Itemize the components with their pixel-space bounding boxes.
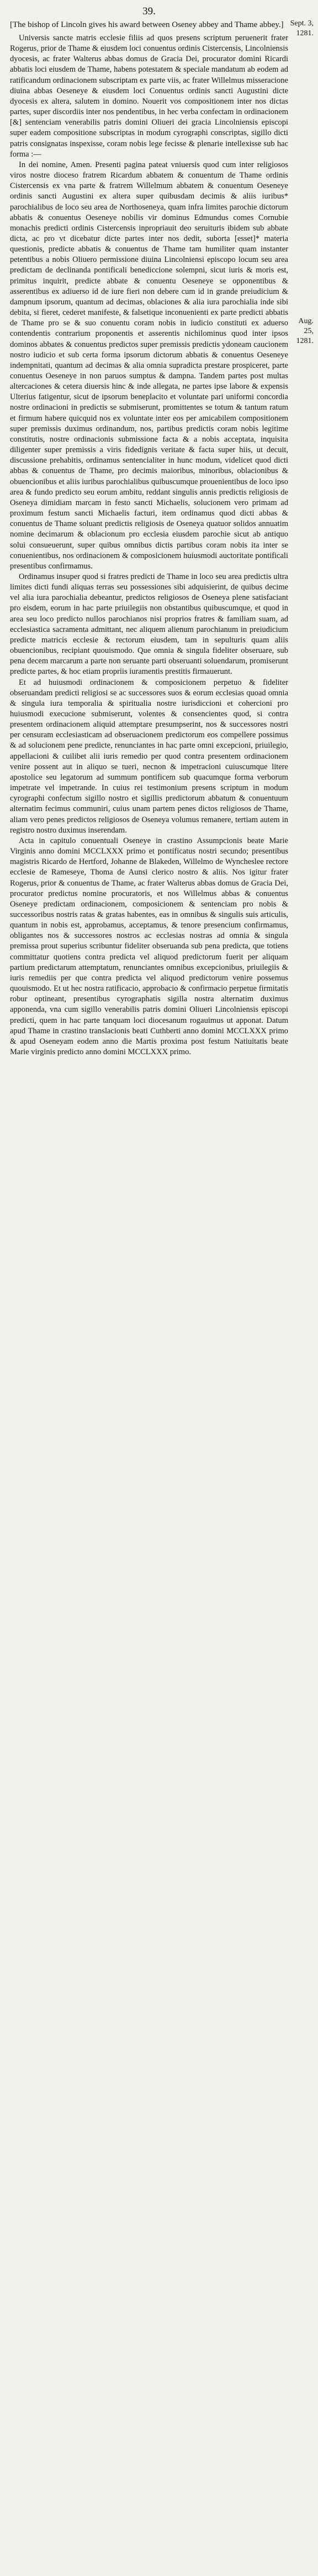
margin-date: Sept. 3, 1281. (290, 19, 314, 37)
paragraph: Et ad huiusmodi ordinacionem & composicionem perpetuo & fideliter obseruandam predicti religiosi se ac successores suos & eorum ecclesias quoad omnia & singula iura temporalia & spiritualia nostre iurisdiccioni et cohercioni pro huiusmodi execucione submiserunt, volentes & consencientes quod, si contra presentem ordinacionem aliquid attemptare presumpserint, nos & successores nostri per censuram ecclesiasticam ad obseruacionem predictorum eos compellere possimus & ad solucionem pene predicte, renunciantes in hac parte omni excepcioni, priuilegio, appellacioni & cuilibet alii iuris remedio per quod contra presentem ordinacionem venire possent aut in aliquo se tueri, necnon & impetracioni cuiuscumque litere apostolice seu legatorum ad summum pontificem sub quacumque forma verborum impetrate vel impetrande. In cuius rei testimonium presens scriptum in modum cyrographi confectum sigillo nostro et sigillis predictorum abbatum & conuentuum alternatim fecimus communiri, cuius unam partem penes dictos religiosos de Thame, aliam vero penes predictos religiosos de Oseneya volumus remanere, tertiam autem in registro nostro duximus inserendam. (10, 678, 288, 835)
paragraph: Universis sancte matris ecclesie filiis ad quos presens scriptum peruenerit frater Rogerus, prior de Thame & eiusdem loci conuentus ordinis Cistercensis, Lincolniensis dyocesis, ac frater Walterus abbas domus de Gracia Dei, procurator domini Ricardi abbatis loci eiusdem de Thame, habens potestatem & speciale mandatum ab eodem ad ratificandum ordinacionem subscriptam ex parte viis, ac frater Willelmus misseracione diuina abbas Oeseneye & eiusdem loci Conuentus ordinis sancti Augustini dicte dyocesis ex altera, salutem in domino. Nouerit vos compositionem inter nos dictas partes, super discordiis inter nos pendentibus, in hec verba confectam in ordinacionem [&] sentenciam venerabilis patris domini Oliueri dei gracia Lincolniensis episcopi super eadem compositione subscriptas in modum cyrographi conscriptas, sigillo dicti patris consignatas inspexisse, coram nobis lege fecisse & plenarie intellexisse sub hac forma :— (10, 34, 288, 159)
paragraph: In dei nomine, Amen. Presenti pagina pateat vniuersis quod cum inter religiosos viros nostre dioceso fratrem Ricardum abbatem & conuentum de Thame ordinis Cistercensis ex vna parte & fratrem Willelmum abbatem & conuentum Oeseneye ordinis sancti Augustini ex altera super quibusdam decimis & aliis iuribus* parochialibus de loco seu area de Northoseneya, quam infra limites parochie dictorum abbatis & conuentus Oeseneye nobilis vir dominus Edmundus comes Cornubie monachis predicti ordinis Cistercensis inpropriauit deo seruituris ibidem sub abbate dicta, ac pro vt dicebatur dicte partes inter nos dedit, suborta [esset]* materia questionis, predicte abbatis & conuentus de Thame tam humiliter quam instanter petentibus a nobis Oliuero permissione diuina Lincolniensi episcopo locum seu area predictam de declinanda pontificali benediccione solempni, sicut iuris & moris est, primitus inquirit, predicte abbate & conuentu Oeseneye se opponentibus & asserentibus ex adiuerso id de iure fieri non debere cum id in grande preiudicium & dampnum ipsorum, quantum ad decimas, oblaciones & alia iura parochialia inde sibi debita, si fieret, cederet manifeste, & falsetique inconuenienti ex parte predicti abbatis de Thame pro se & suo conuentu coram nobis in iudicio constituti ex aduerso contendentis contrarium proponentis et asserentis nichilominus quod inter ipsos dominos abbates & conuentus predictos super premissis predictis ydoneam caucionem nostro iudicio et sub certa forma ipsorum dictorum abbatis & conuentus Oeseneye indempnitati, quantum ad decimas & alia omnia supradicta prestare prospiceret, parte conuentus Oeseneye in non paruos sumptus & dampna. Tandem partes post multas altercaciones & cetera diuersis hinc & inde allegata, ne partes ipse labore & expensis Ulterius fatigentur, sicut de ipsorum beneplacito et voluntate pari uniformi concordia nostre ordinacioni in predictis se submiserunt, promittentes se totum & tantum ratum et firmum habere quicquid nos ex voluntate inter eos per amicabilem compositionem super premissis duximus ordinandum, nos, partibus predictis coram nobis legitime constitutis, nostre ordinacionis submissione facta & a nobis acceptata, inquisita diligenter super premissis a viris fidedignis veritate & facta super hiis, ut decuit, discussione prehabitis, ordinamus sentencialiter in hunc modum, videlicet quod dicti abbas & conuentus de Thame, pro decimis maioribus, minoribus, oblacionibus & obuencionibus et aliis iuribus parochialibus quibuscumque prouenientibus de loco ipso area & fundo predicto seu eorum ambitu, reddant singulis annis predictis religiosis de Oseneya dimidiam marcam in festo sancti Michaelis, solucionem vero primam ad proximum festum sancti Michaelis facturi, item ordinamus quod dicti abbas & conuentus de Thame soluant predictis religiosis de Oseneya quatuor solidos annuatim nomine decimarum & oblacionum pro ecclesia eiusdem parochie sicut ab antiquo solui consueuerunt, super quibus omnibus dictis partibus coram nobis ita inter se conuenientibus, nos ordinacionem & composicionem huiusmodi auctoritate pontificali presentibus confirmamus. (10, 160, 288, 571)
charter-heading: [The bishop of Lincoln gives his award between Oseney abbey and Thame abbey.] (10, 20, 284, 29)
margin-date-2: Aug. 25, 1281. (296, 317, 314, 345)
charter-number: 39. (142, 6, 156, 17)
paragraph: Ordinamus insuper quod si fratres predicti de Thame in loco seu area predictis ultra limites dicti fundi aliquas terras seu possessiones sibi adquisierint, de quibus decime vel alia iura parochialia debeantur, predictos religiosos de Oseneya plene satisfaciant pro eisdem, eorum in hac parte priuilegiis non obstantibus quibuscumque, et quod in area seu loco predicto nullos parochianos nisi proprios fratres & familiam suam, ad ecclesiastica sacramenta admittant, nec aliquem alienum parochianum in preiudicium predicte matricis ecclesie & rectorum eiusdem, tam in sepulturis quam aliis obuencionibus, recipiant quouismodo. Que omnia & singula fideliter obseruare, sub pena decem marcarum a parte non seruante parti obseruanti soluendarum, promiserunt predicte partes, & hoc etiam propriis iuramentis prestitis firmauerunt. (10, 572, 288, 677)
charter-text (10, 33, 288, 1058)
paragraph: Acta in capitulo conuentuali Oseneye in crastino Assumpcionis beate Marie Virginis anno domini MCCLXXX primo et pontificatus nostri secundo; presentibus magistris Ricardo de Hertford, Johanne de Blakeden, Willelmo de Wyncheslee rectore ecclesie de Rameseye, Thoma de Aunsi clerico nostro & aliis. Nos igitur frater Rogerus, prior & conuentus de Thame, ac frater Walterus abbas domus de Gracia Dei, procurator predictus nomine procuratoris, et nos Willelmus abbas & conuentus Oseneye predictam ordinacionem, composicionem & sentenciam pro nobis & successoribus nostris ratas & gratas habentes, eas in omnibus & singulis suis articulis, quantum in nobis est, approbamus, acceptamus, & tenore presencium confirmamus, obligantes nos & successores nostros ac ecclesias nostras ad omnia & singula premissa prout superius scribuntur fideliter obseruanda sub pena predicta, que totiens committatur quotiens contra predicta vel aliquod predictorum fuerit per aliquam partium predictarum attemptatum, renunciantes omnibus excepcionibus, priuilegiis & iuris remediis per que contra predicta vel aliquod predictorum venire possemus quouismodo. Et ut hec nostra ratificacio, approbacio & confirmacio perpetue firmitatis robur optineant, presentibus cyrographatis sigilla nostra alternatim duximus apponenda, vna cum sigillo venerabilis patris domini Oliueri Lincolniensis episcopi predicti, quem in hac parte tanquam loci diocesanum rogauimus ut apponat. Datum apud Thame in crastino translacionis beati Cuthberti anno domini MCCLXXX primo & apud Oseneyam eodem anno die Martis proxima post festum Natiuitatis beate Marie virginis predicto anno domini MCCLXXX primo. (10, 836, 288, 1056)
